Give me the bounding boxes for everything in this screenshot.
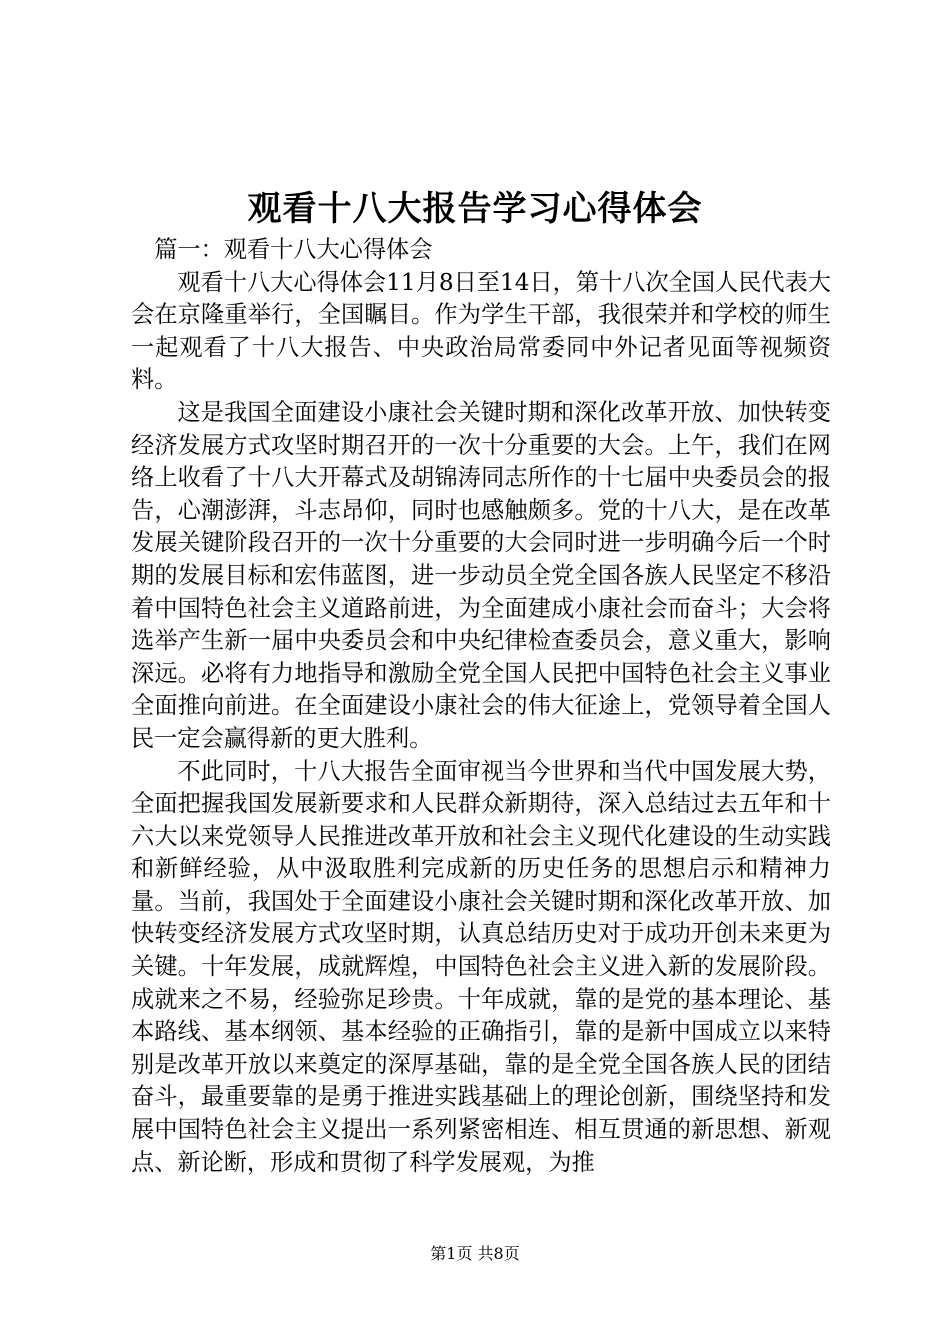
paragraph: 观看十八大心得体会11月8日至14日，第十八次全国人民代表大会在京隆重举行，全国瞩目。作为学生干部，我很荣并和学校的师生一起观看了十八大报告、中央政治局常委同中外记者见面等视频资料。 <box>131 268 831 394</box>
document-title: 观看十八大报告学习心得体会 <box>247 189 703 229</box>
paragraph: 不此同时，十八大报告全面审视当今世界和当代中国发展大势，全面把握我国发展新要求和人民群众新期待，深入总结过去五年和十六大以来党领导人民推进改革开放和社会主义现代化建设的生动实践和新鲜经验，从中汲取胜利完成新的历史任务的思想启示和精神力量。当前，我国处于全面建设小康社会关键时期和深化改革开放、加快转变经济发展方式攻坚时期，认真总结历史对于成功开创未来更为关键。十年发展，成就辉煌，中国特色社会主义进入新的发展阶段。成就来之不易，经验弥足珍贵。十年成就，靠的是党的基本理论、基本路线、基本纲领、基本经验的正确指引，靠的是新中国成立以来特别是改革开放以来奠定的深厚基础，靠的是全党全国各族人民的团结奋斗，最重要靠的是勇于推进实践基础上的理论创新，围绕坚持和发展中国特色社会主义提出一系列紧密相连、相互贯通的新思想、新观点、新论断，形成和贯彻了科学发展观，为推 <box>131 757 831 1176</box>
paragraph: 这是我国全面建设小康社会关键时期和深化改革开放、加快转变经济发展方式攻坚时期召开的一次十分重要的大会。上午，我们在网络上收看了十八大开幕式及胡锦涛同志所作的十七届中央委员会的报告，心潮澎湃，斗志昂仰，同时也感触颇多。党的十八大，是在改革发展关键阶段召开的一次十分重要的大会同时进一步明确今后一个时期的发展目标和宏伟蓝图，进一步动员全党全国各族人民坚定不移沿着中国特色社会主义道路前进，为全面建成小康社会而奋斗；大会将选举产生新一届中央委员会和中央纪律检查委员会，意义重大，影响深远。必将有力地指导和激励全党全国人民把中国特色社会主义事业全面推向前进。在全面建设小康社会的伟大征途上，党领导着全国人民一定会赢得新的更大胜利。 <box>131 398 831 752</box>
section-heading: 篇一：观看十八大心得体会 <box>154 236 433 263</box>
page-number-footer: 第1页 共8页 <box>430 1244 520 1263</box>
document-body <box>131 234 831 1179</box>
